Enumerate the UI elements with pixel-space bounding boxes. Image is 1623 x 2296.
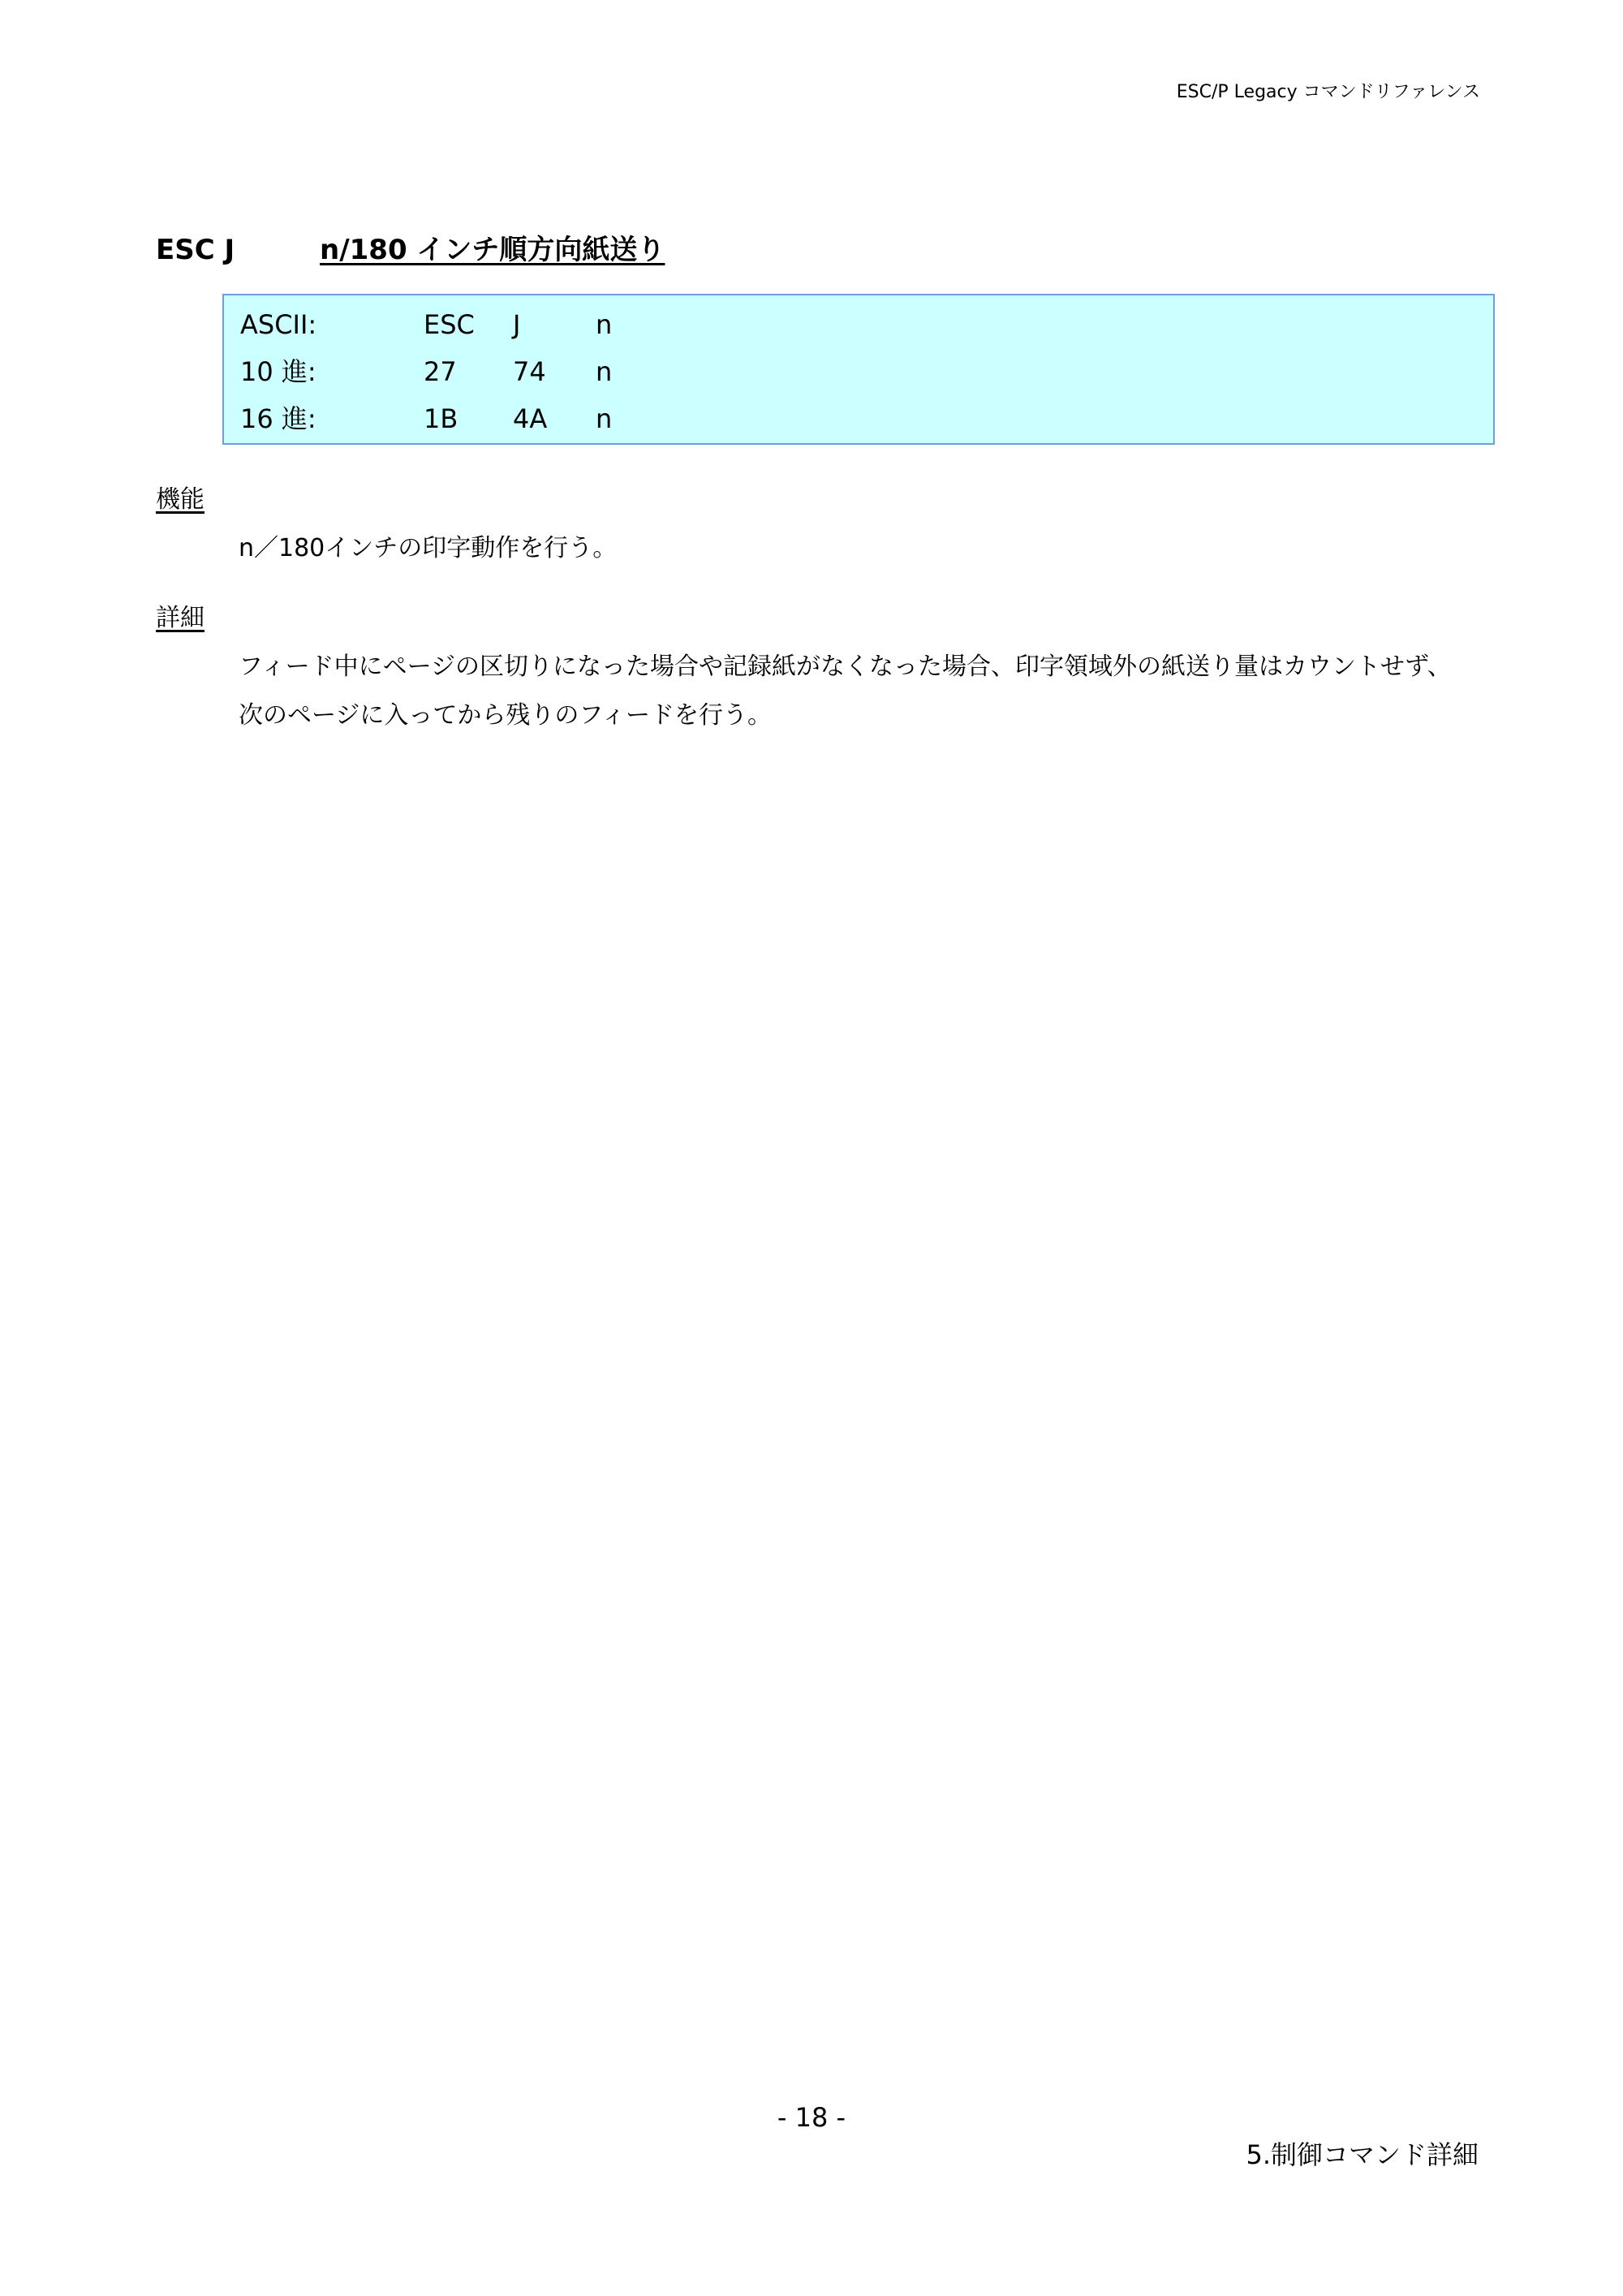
- code-label: 10 進:: [240, 356, 316, 387]
- command-code-table: [222, 294, 1495, 445]
- code-value: 74: [513, 356, 546, 387]
- running-header: ESC/P Legacy コマンドリファレンス: [1176, 82, 1480, 102]
- code-label: 16 進:: [240, 403, 316, 434]
- command-description: n/180 インチ順方向紙送り: [320, 234, 665, 266]
- code-value: J: [513, 309, 521, 340]
- code-value: 27: [424, 356, 457, 387]
- function-text: n／180インチの印字動作を行う。: [239, 534, 618, 562]
- detail-heading: 詳細: [156, 604, 204, 632]
- code-row-decimal: [224, 347, 1493, 396]
- page-number: - 18 -: [777, 2102, 846, 2133]
- code-value: 1B: [424, 403, 458, 434]
- code-value: n: [596, 309, 613, 340]
- code-value: n: [596, 356, 613, 387]
- command-title: [156, 227, 665, 267]
- code-value: 4A: [513, 403, 548, 434]
- function-heading: 機能: [156, 485, 204, 514]
- detail-text-line-2: 次のページに入ってから残りのフィードを行う。: [239, 701, 772, 730]
- code-row-ascii: [224, 300, 1493, 349]
- detail-text-line-1: フィード中にページの区切りになった場合や記録紙がなくなった場合、印字領域外の紙送り量はカウントせず、: [239, 653, 1452, 681]
- code-row-hex: [224, 394, 1493, 443]
- code-value: ESC: [424, 309, 475, 340]
- running-footer: 5.制御コマンド詳細: [1246, 2139, 1479, 2170]
- command-name: ESC J: [156, 234, 235, 266]
- code-value: n: [596, 403, 613, 434]
- code-label: ASCII:: [240, 309, 317, 340]
